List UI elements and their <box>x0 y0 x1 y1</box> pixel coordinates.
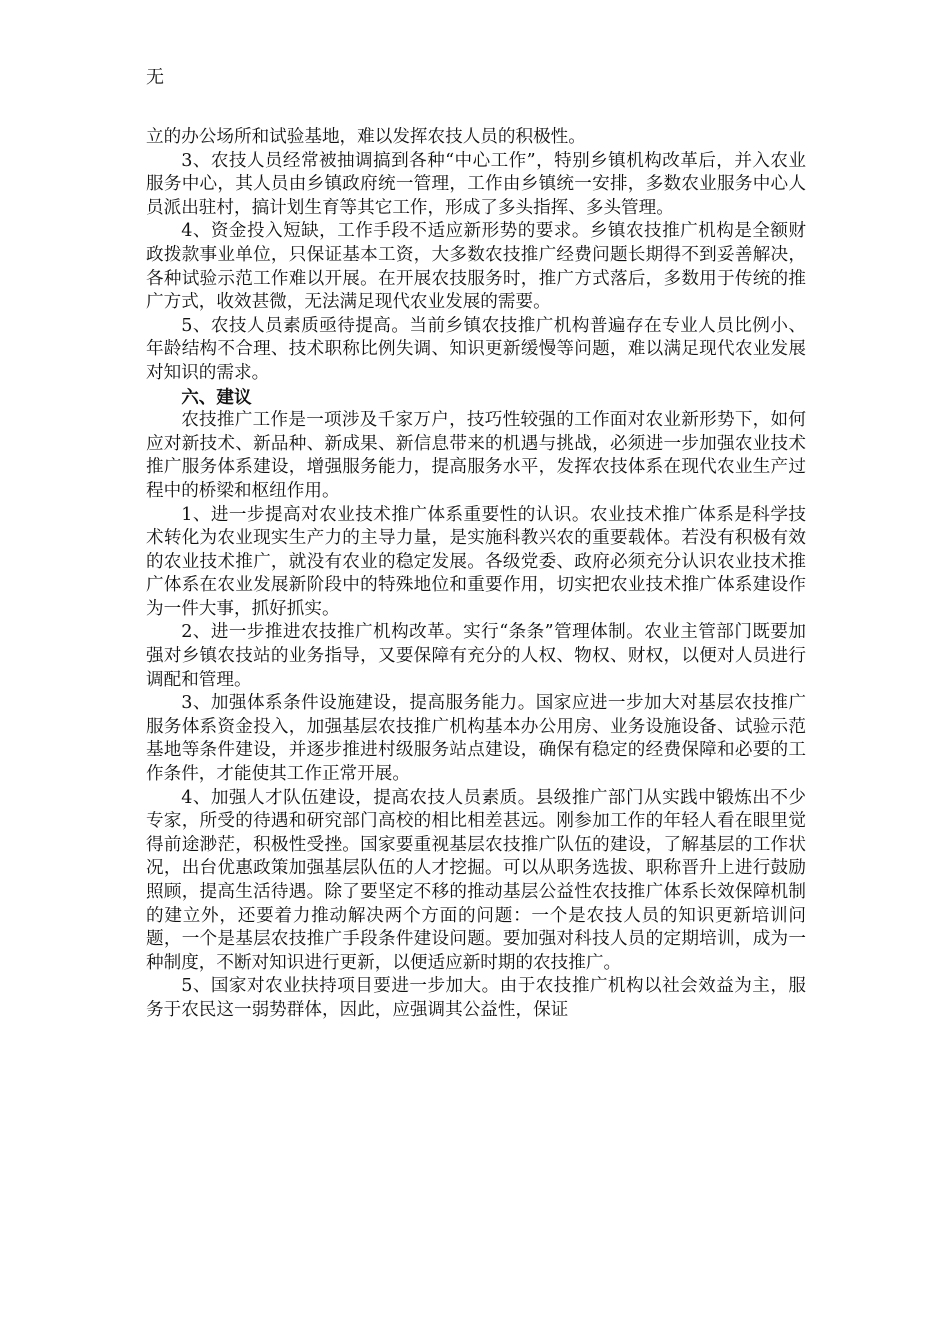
paragraph-point-4-funding-shortage: 4、资金投入短缺，工作手段不适应新形势的要求。乡镇农技推广机构是全额财政拨款事业单位，只保证基本工资，大多数农技推广经费问题长期得不到妥善解决，各种试验示范工作难以开展。在开展农技服务时，推广方式落后，多数用于传统的推广方式，收效甚微，无法满足现代农业发展的需要。 <box>146 221 806 313</box>
paragraph-continuation: 立的办公场所和试验基地，难以发挥农技人员的积极性。 <box>146 127 586 147</box>
paragraph-suggestion-1: 1、进一步提高对农业技术推广体系重要性的认识。农业技术推广体系是科学技术转化为农业现实生产力的主导力量，是实施科教兴农的重要载体。若没有积极有效的农业技术推广，就没有农业的稳定发展。各级党委、政府必须充分认识农业技术推广体系在农业发展新阶段中的特殊地位和重要作用，切实把农业技术推广体系建设作为一件大事，抓好抓实。 <box>146 504 806 619</box>
paragraph-suggestion-2: 2、进一步推进农技推广机构改革。实行“条条”管理体制。农业主管部门既要加强对乡镇农技站的业务指导，又要保障有充分的人权、物权、财权，以便对人员进行调配和管理。 <box>146 622 806 690</box>
page-header: 无 <box>146 67 164 88</box>
paragraph-point-5-staff-quality: 5、农技人员素质亟待提高。当前乡镇农技推广机构普遍存在专业人员比例小、年龄结构不合理、技术职称比例失调、知识更新缓慢等问题，难以满足现代农业发展对知识的需求。 <box>146 315 806 383</box>
paragraph-suggestion-3: 3、加强体系条件设施建设，提高服务能力。国家应进一步加大对基层农技推广服务体系资金投入，加强基层农技推广机构基本办公用房、业务设施设备、试验示范基地等条件建设，并逐步推进村级服务站点建设，确保有稳定的经费保障和必要的工作条件，才能使其工作正常开展。 <box>146 693 806 785</box>
paragraph-suggestion-5: 5、国家对农业扶持项目要进一步加大。由于农技推广机构以社会效益为主，服务于农民这一弱势群体，因此，应强调其公益性，保证 <box>146 976 806 1020</box>
paragraph-suggestions-intro: 农技推广工作是一项涉及千家万户，技巧性较强的工作面对农业新形势下，如何应对新技术、新品种、新成果、新信息带来的机遇与挑战，必须进一步加强农业技术推广服务体系建设，增强服务能力，提高服务水平，发挥农技体系在现代农业生产过程中的桥梁和枢纽作用。 <box>146 410 806 501</box>
document-body <box>146 126 806 1023</box>
section-heading-suggestions: 六、建议 <box>181 386 252 408</box>
paragraph-point-3-staff-reassignment: 3、农技人员经常被抽调搞到各种“中心工作”，特别乡镇机构改革后，并入农业服务中心，其人员由乡镇政府统一管理，工作由乡镇统一安排，多数农业服务中心人员派出驻村，搞计划生育等其它工作，形成了多头指挥、多头管理。 <box>146 150 806 218</box>
paragraph-suggestion-4: 4、加强人才队伍建设，提高农技人员素质。县级推广部门从实践中锻炼出不少专家，所受的待遇和研究部门高校的相比相差甚远。刚参加工作的年轻人看在眼里觉得前途渺茫，积极性受挫。国家要重视基层农技推广队伍的建设，了解基层的工作状况，出台优惠政策加强基层队伍的人才挖掘。可以从职务选拔、职称晋升上进行鼓励照顾，提高生活待遇。除了要坚定不移的推动基层公益性农技推广体系长效保障机制的建立外，还要着力推动解决两个方面的问题：一个是农技人员的知识更新培训问题，一个是基层农技推广手段条件建设问题。要加强对科技人员的定期培训，成为一种制度，不断对知识进行更新，以便适应新时期的农技推广。 <box>146 787 806 973</box>
